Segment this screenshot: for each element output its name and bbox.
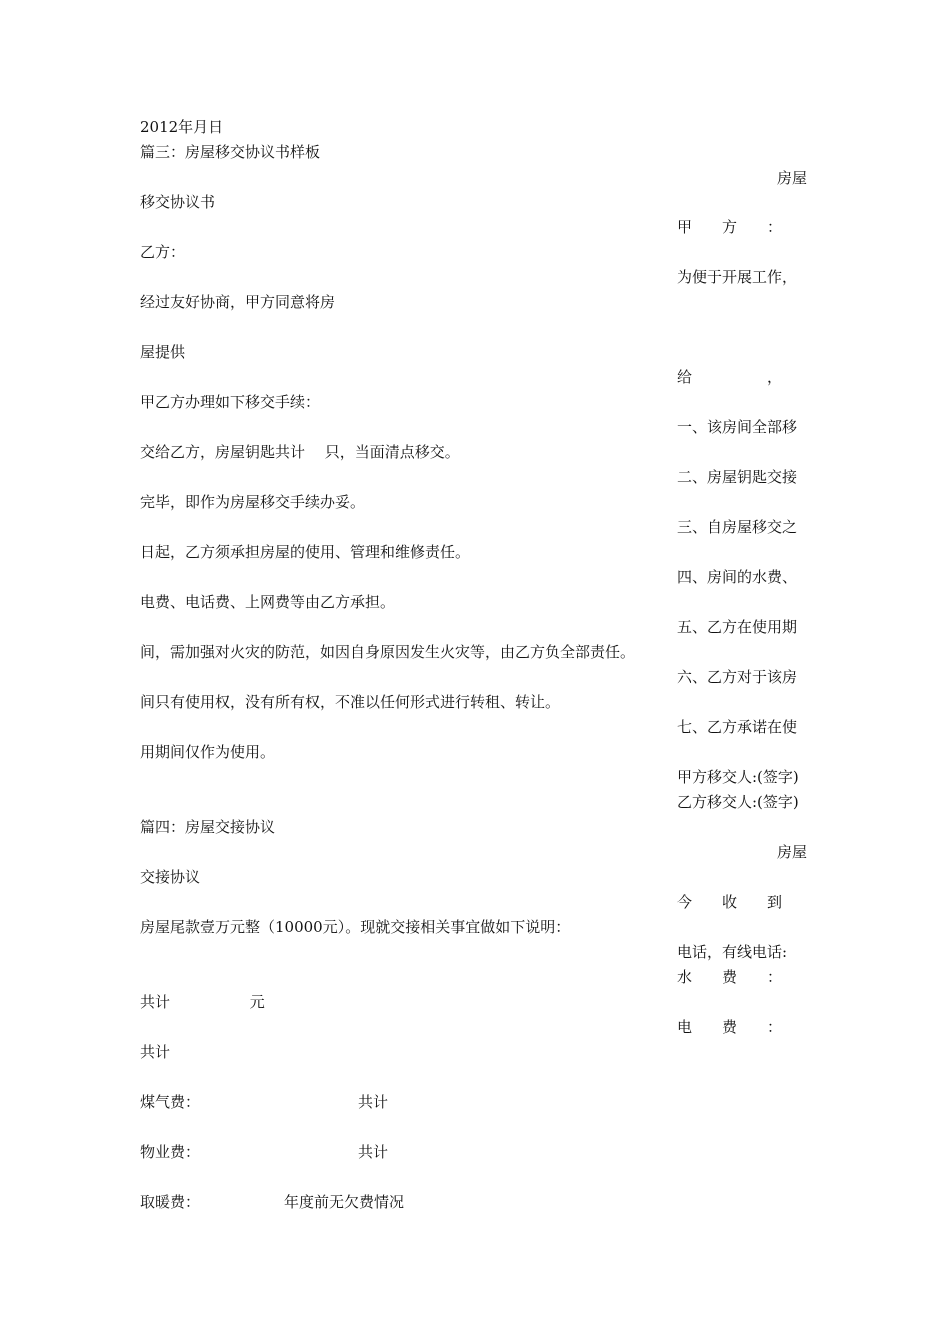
section-3-title: 篇三：房屋移交协议书样板 [140,143,321,161]
section-4-title: 篇四：房屋交接协议 [140,818,276,836]
gas-fee-total: 共计 [358,1093,389,1111]
heating-fee-status: 年度前无欠费情况 [284,1193,405,1211]
clause-1-text: 交给乙方，房屋钥匙共计 只，当面清点移交。 [140,443,460,461]
clause-3-heading: 三、自房屋移交之 [677,518,798,536]
clause-7-heading: 七、乙方承诺在使 [677,718,798,736]
clause-5-heading: 五、乙方在使用期 [677,618,798,636]
clause-2-text: 完毕，即作为房屋移交手续办妥。 [140,493,366,511]
text-line: 经过友好协商，甲方同意将房 [140,293,336,311]
electric-fee-label: 电 费 ： [677,1018,783,1036]
clause-4-text: 电费、电话费、上网费等由乙方承担。 [140,593,396,611]
heating-fee-label: 取暖费： [140,1193,201,1211]
right-text-fangwu: 房屋 [777,169,808,187]
clause-6-heading: 六、乙方对于该房 [677,668,798,686]
date-line: 2012年月日 [140,118,224,136]
water-fee-label: 水 费 ： [677,968,783,986]
text-line: 交接协议 [140,868,201,886]
clause-7-text: 用期间仅作为使用。 [140,743,276,761]
property-fee-total: 共计 [358,1143,389,1161]
party-b-signature: 乙方移交人:(签字) [677,793,799,811]
text-line: 房屋尾款壹万元整（10000元）。现就交接相关事宜做如下说明： [140,918,571,936]
electric-fee-total: 共计 [140,1043,171,1061]
right-text-line: 给 ， [677,368,783,386]
clause-1-heading: 一、该房间全部移 [677,418,798,436]
clause-2-heading: 二、房屋钥匙交接 [677,468,798,486]
text-line: 移交协议书 [140,193,216,211]
clause-5-text: 间，需加强对火灾的防范，如因自身原因发生火灾等，由乙方负全部责任。 [140,643,636,661]
clause-3-text: 日起，乙方须承担房屋的使用、管理和维修责任。 [140,543,471,561]
property-fee-label: 物业费： [140,1143,201,1161]
right-text-line: 电话，有线电话: [677,943,788,961]
gas-fee-label: 煤气费： [140,1093,201,1111]
water-fee-total: 共计 元 [140,993,265,1011]
clause-6-text: 间只有使用权，没有所有权，不准以任何形式进行转租、转让。 [140,693,561,711]
text-line-party-b: 乙方： [140,243,186,261]
right-text-line: 今 收 到 [677,893,783,911]
right-text-party-a: 甲 方 ： [677,218,783,236]
right-text-fangwu: 房屋 [777,843,808,861]
party-a-signature: 甲方移交人:(签字) [677,768,799,786]
clause-4-heading: 四、房间的水费、 [677,568,798,586]
right-text-line: 为便于开展工作， [677,268,798,286]
text-line: 甲乙方办理如下移交手续： [140,393,321,411]
text-line: 屋提供 [140,343,186,361]
